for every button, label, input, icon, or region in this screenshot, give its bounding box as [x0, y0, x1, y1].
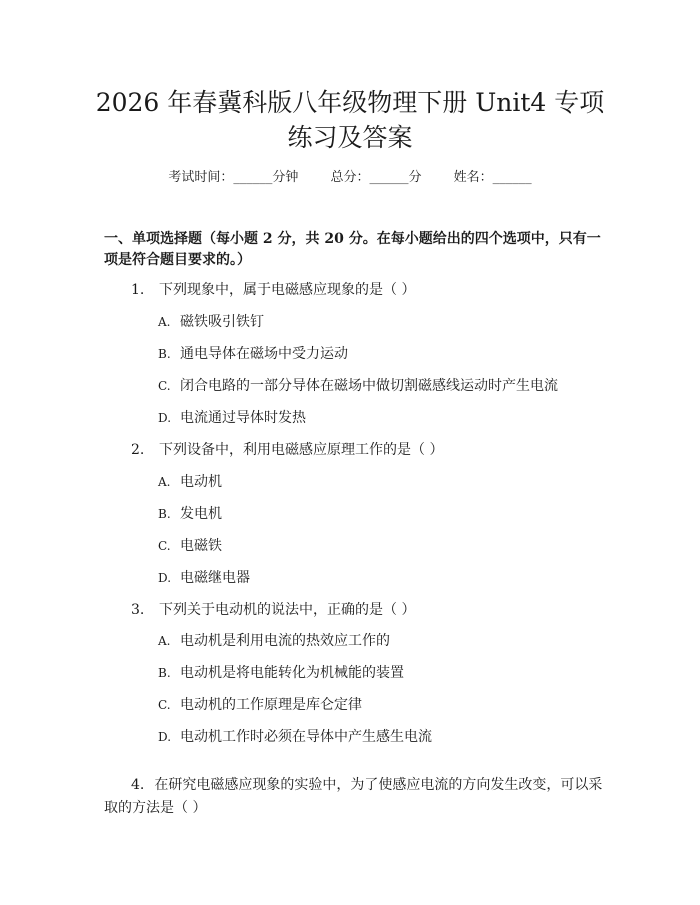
option-letter: C.: [158, 539, 171, 553]
question-2-option-a: [158, 473, 222, 491]
question-3-stem: [131, 601, 415, 619]
option-text: 电动机是利用电流的热效应工作的: [180, 633, 390, 649]
question-text: 下列现象中，属于电磁感应现象的是（ ）: [159, 282, 416, 298]
question-1-option-d: [158, 409, 306, 427]
question-1-option-a: [158, 313, 264, 331]
question-3-option-b: [158, 664, 404, 682]
question-2-option-b: [158, 505, 222, 523]
option-letter: B.: [158, 666, 171, 680]
exam-info: [0, 169, 700, 187]
question-text: 下列设备中，利用电磁感应原理工作的是（ ）: [159, 442, 444, 458]
question-number: 4.: [131, 777, 145, 793]
question-3-option-d: [158, 728, 432, 746]
question-text: 下列关于电动机的说法中，正确的是（ ）: [159, 602, 416, 618]
option-letter: C.: [158, 698, 171, 712]
question-2-option-c: [158, 537, 222, 555]
document-title-line-2: 练习及答案: [287, 123, 413, 152]
option-text: 电磁铁: [180, 538, 222, 554]
option-letter: A.: [158, 634, 171, 648]
option-text: 电动机是将电能转化为机械能的装置: [180, 665, 404, 681]
question-number: 3.: [131, 602, 145, 618]
option-letter: D.: [158, 571, 172, 585]
option-letter: D.: [158, 411, 172, 425]
question-2-stem: [131, 441, 443, 459]
option-text: 电动机工作时必须在导体中产生感生电流: [180, 729, 432, 745]
option-letter: B.: [158, 347, 171, 361]
option-text: 闭合电路的一部分导体在磁场中做切割磁感线运动时产生电流: [180, 378, 558, 394]
question-text: 在研究电磁感应现象的实验中，为了使感应电流的方向发生改变，可以采取的方法是（ ）: [104, 777, 603, 816]
option-letter: A.: [158, 315, 171, 329]
question-1-option-b: [158, 345, 348, 363]
question-1-stem: [131, 281, 415, 299]
question-1-option-c: [158, 377, 558, 395]
option-text: 电动机: [180, 474, 222, 490]
option-text: 电动机的工作原理是库仑定律: [180, 697, 362, 713]
exam-score-field: 总分：______分: [330, 170, 422, 185]
question-number: 2.: [131, 442, 145, 458]
exam-name-field: 姓名：______: [453, 170, 532, 185]
option-letter: A.: [158, 475, 171, 489]
option-text: 电磁继电器: [180, 570, 250, 586]
option-letter: D.: [158, 730, 172, 744]
document-title-line-1: 2026 年春冀科版八年级物理下册 Unit4 专项: [95, 88, 605, 117]
option-text: 发电机: [180, 506, 222, 522]
option-text: 磁铁吸引铁钉: [180, 314, 264, 330]
question-3-option-c: [158, 696, 362, 714]
option-letter: B.: [158, 507, 171, 521]
option-text: 通电导体在磁场中受力运动: [180, 346, 348, 362]
option-text: 电流通过导体时发热: [180, 410, 306, 426]
section-heading: 一、单项选择题（每小题 2 分，共 20 分。在每小题给出的四个选项中，只有一项是符合题目要求的。）: [104, 231, 601, 268]
option-letter: C.: [158, 379, 171, 393]
exam-time-field: 考试时间：______分钟: [168, 170, 299, 185]
question-4-stem: [104, 774, 604, 820]
question-2-option-d: [158, 569, 250, 587]
question-3-option-a: [158, 632, 390, 650]
question-number: 1.: [131, 282, 145, 298]
